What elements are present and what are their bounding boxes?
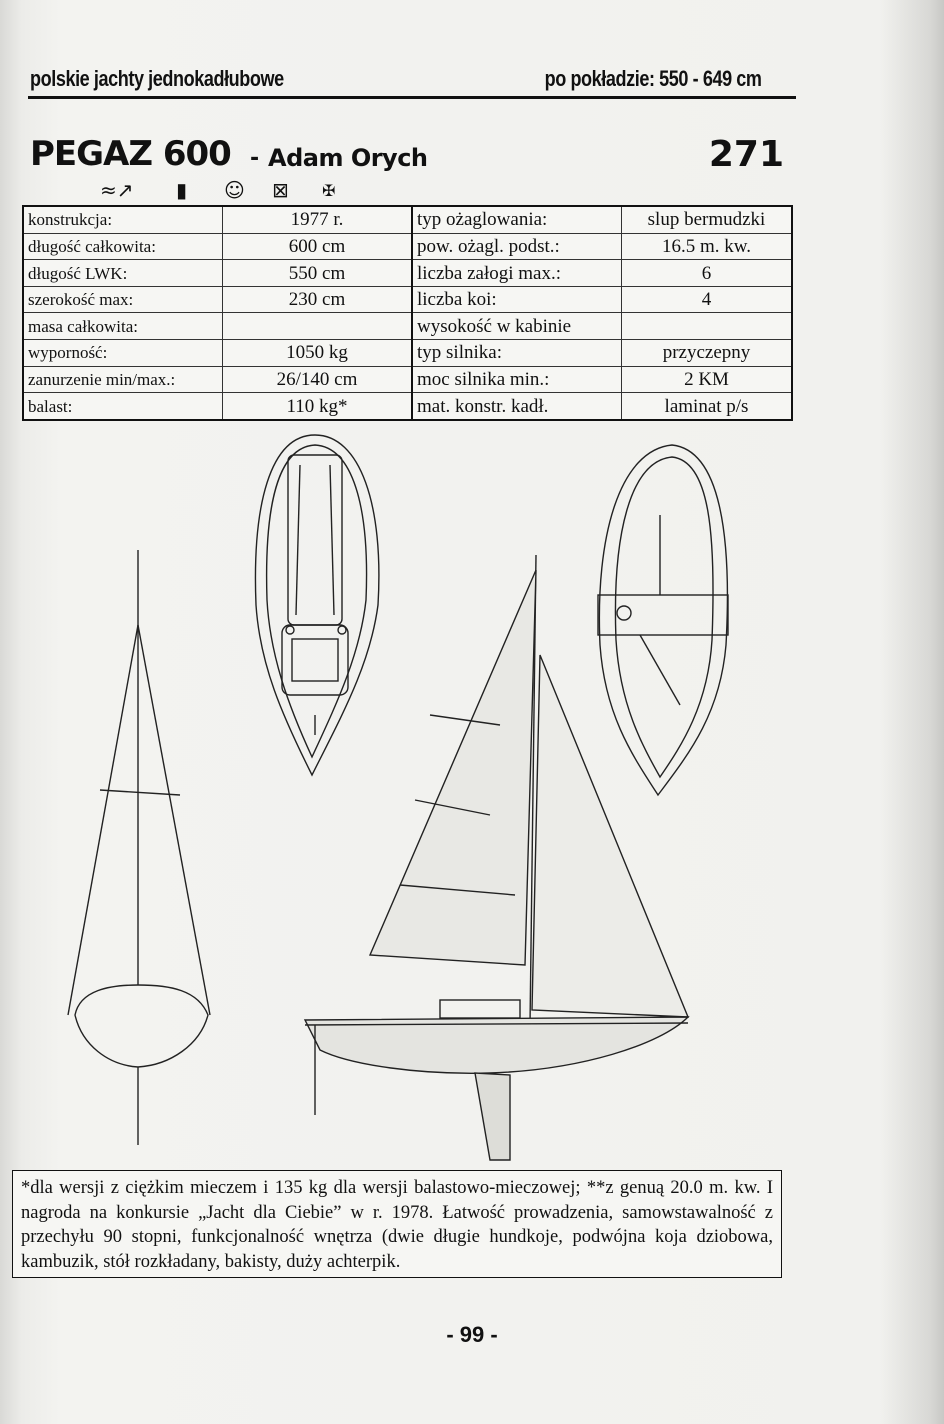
spec-value: 16.5 m. kw.: [622, 233, 793, 260]
spec-value: 1977 r.: [223, 206, 413, 233]
yacht-drawings: [20, 425, 800, 1165]
feature-icons: [100, 178, 360, 206]
spec-label: szerokość max:: [23, 286, 223, 313]
designer-name: Adam Orych: [268, 144, 428, 172]
spec-label: liczba załogi max.:: [412, 260, 622, 287]
spec-row: [23, 206, 792, 233]
spec-value: 110 kg*: [223, 393, 413, 420]
spec-label: moc silnika min.:: [412, 366, 622, 393]
spec-row: [23, 366, 792, 393]
header-category: polskie jachty jednokadłubowe: [30, 66, 284, 91]
spec-label: mat. konstr. kadł.: [412, 393, 622, 420]
side-view-drawing: [305, 555, 688, 1160]
spec-row: [23, 233, 792, 260]
spec-row: [23, 313, 792, 340]
engine-icon: ✠: [322, 181, 336, 200]
waves-sail-icon: ≈↗: [100, 178, 134, 202]
document-icon: ▮: [176, 178, 188, 202]
spec-value: 230 cm: [223, 286, 413, 313]
header-length-range: po pokładzie: 550 - 649 cm: [545, 66, 762, 91]
yacht-title: [30, 134, 790, 182]
spec-value: 550 cm: [223, 260, 413, 287]
spec-row: [23, 393, 792, 420]
spec-label: typ ożaglowania:: [412, 206, 622, 233]
spec-label: balast:: [23, 393, 223, 420]
spec-label: długość całkowita:: [23, 233, 223, 260]
spec-value: 600 cm: [223, 233, 413, 260]
spec-value: 1050 kg: [223, 340, 413, 367]
entry-number: 271: [708, 134, 784, 175]
sail-box-icon: ⊠: [272, 178, 289, 202]
spec-value: 2 KM: [622, 366, 793, 393]
smiley-icon: ☺: [224, 178, 245, 202]
yacht-name: PEGAZ 600: [30, 134, 231, 174]
spec-label: zanurzenie min/max.:: [23, 366, 223, 393]
spec-label: konstrukcja:: [23, 206, 223, 233]
spec-value: 6: [622, 260, 793, 287]
spec-label: typ silnika:: [412, 340, 622, 367]
spec-value: slup bermudzki: [622, 206, 793, 233]
deck-plan-drawing: [255, 435, 378, 775]
page-number: - 99 -: [446, 1322, 498, 1347]
spec-value: przyczepny: [622, 340, 793, 367]
title-separator: -: [250, 146, 260, 171]
spec-value: [223, 313, 413, 340]
spec-row: [23, 260, 792, 287]
spec-value: [622, 313, 793, 340]
spec-row: [23, 340, 792, 367]
spec-label: wyporność:: [23, 340, 223, 367]
interior-plan-drawing: [598, 445, 728, 795]
spec-label: masa całkowita:: [23, 313, 223, 340]
spec-label: wysokość w kabinie: [412, 313, 622, 340]
spec-label: liczba koi:: [412, 286, 622, 313]
description-note: *dla wersji z ciężkim mieczem i 135 kg dla wersji balastowo-mieczowej; **z genuą 20.0 m. kw. I nagroda na konkursie „Jacht dla Ciebie” w r. 1978. Łatwość prowadzenia, samowstawalność z przechyłu 90 stopni, funkcjonalność wnętrza (dwie długie hundkoje, podwójna koja dziobowa, kambuzik, stół rozkładany, bakisty, duży achterpik.: [12, 1170, 782, 1278]
spec-table: [22, 205, 793, 421]
front-view-drawing: [68, 550, 210, 1145]
spec-value: laminat p/s: [622, 393, 793, 420]
spec-label: długość LWK:: [23, 260, 223, 287]
spec-value: 4: [622, 286, 793, 313]
page-header: [28, 66, 796, 99]
spec-label: pow. ożagl. podst.:: [412, 233, 622, 260]
spec-row: [23, 286, 792, 313]
spec-value: 26/140 cm: [223, 366, 413, 393]
